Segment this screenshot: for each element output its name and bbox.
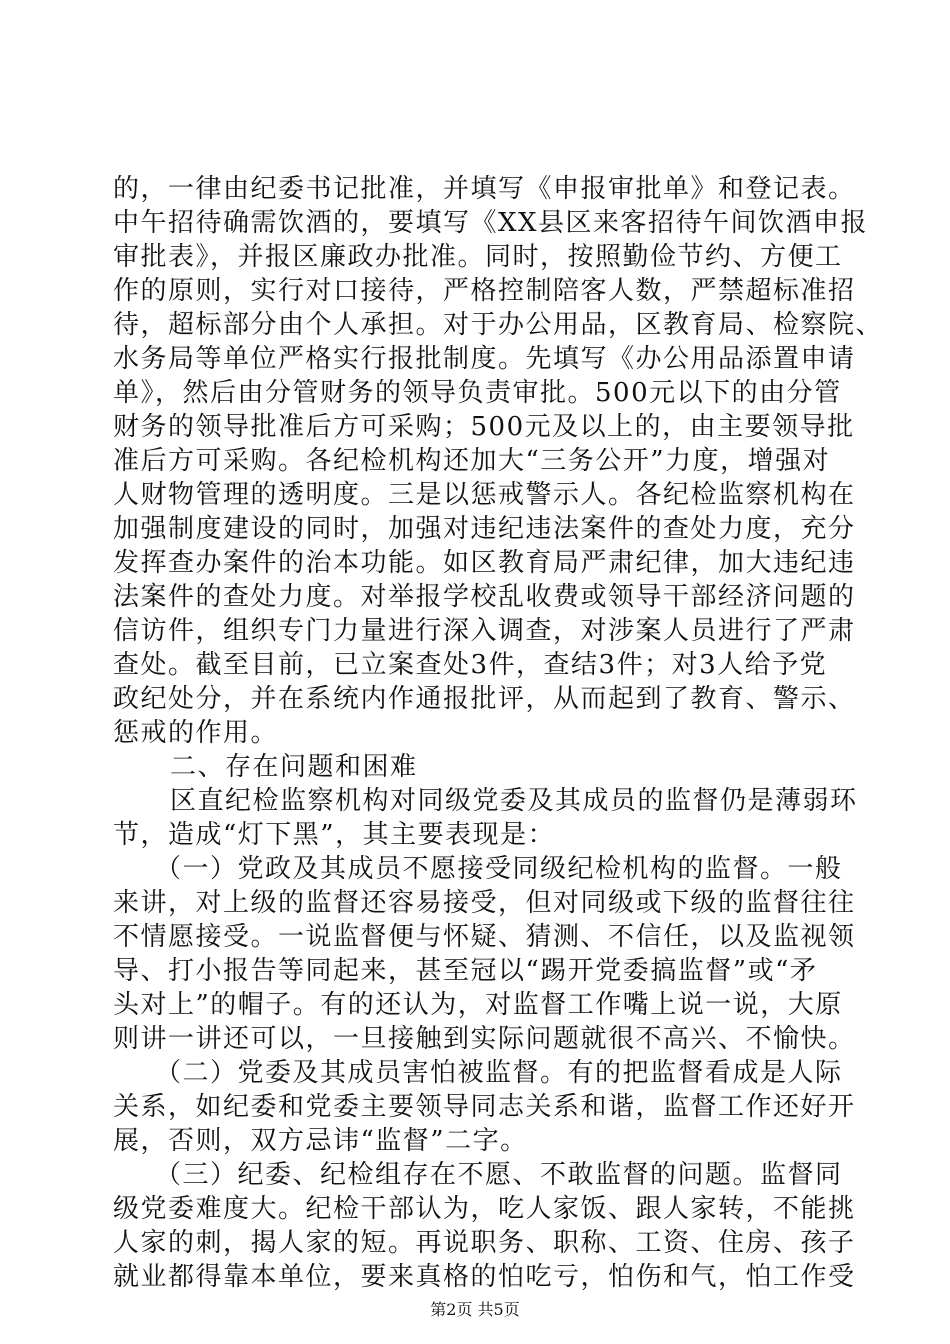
text-line: 级党委难度大。纪检干部认为，吃人家饭、跟人家转，不能挑	[113, 1194, 856, 1224]
text-line: 人财物管理的透明度。三是以惩戒警示人。各纪检监察机构在	[113, 480, 856, 510]
text-line: 节，造成“灯下黑”，其主要表现是：	[113, 820, 556, 850]
paragraph-first-line: 区直纪检监察机构对同级党委及其成员的监督仍是薄弱环	[170, 786, 858, 816]
text-line: 财务的领导批准后方可采购；500元及以上的，由主要领导批	[113, 412, 855, 442]
text-line: 查处。截至目前，已立案查处3件，查结3件；对3人给予党	[113, 650, 828, 680]
subsection-heading: （二）党委及其成员害怕被监督。有的把监督看成是人际	[155, 1058, 843, 1088]
text-line: 不情愿接受。一说监督便与怀疑、猜测、不信任，以及监视领	[113, 922, 856, 952]
text-line: 发挥查办案件的治本功能。如区教育局严肃纪律，加大违纪违	[113, 548, 856, 578]
text-line: 中午招待确需饮酒的，要填写《XX县区来客招待午间饮酒申报	[113, 208, 869, 238]
text-line: 关系，如纪委和党委主要领导同志关系和谐，监督工作还好开	[113, 1092, 856, 1122]
subsection-heading: （一）党政及其成员不愿接受同级纪检机构的监督。一般	[155, 854, 843, 884]
text-line: 展，否则，双方忌讳“监督”二字。	[113, 1126, 528, 1156]
text-line: 法案件的查处力度。对举报学校乱收费或领导干部经济问题的	[113, 582, 856, 612]
text-line: 单》，然后由分管财务的领导负责审批。500元以下的由分管	[113, 378, 842, 408]
text-line: 待，超标部分由个人承担。对于办公用品，区教育局、检察院、	[113, 310, 884, 340]
text-line: 导、打小报告等同起来，甚至冠以“踢开党委搞监督”或“矛	[113, 956, 818, 986]
page-number: 第2页 共5页	[430, 1300, 520, 1319]
text-line: 人家的刺，揭人家的短。再说职务、职称、工资、住房、孩子	[113, 1228, 856, 1258]
text-line: 的，一律由纪委书记批准，并填写《申报审批单》和登记表。	[113, 174, 856, 204]
text-line: 来讲，对上级的监督还容易接受，但对同级或下级的监督往往	[113, 888, 856, 918]
section-heading: 二、存在问题和困难	[170, 752, 418, 782]
text-line: 就业都得靠本单位，要来真格的怕吃亏，怕伤和气，怕工作受	[113, 1262, 856, 1292]
text-line: 审批表》，并报区廉政办批准。同时，按照勤俭节约、方便工	[113, 242, 843, 272]
text-line: 惩戒的作用。	[113, 718, 279, 748]
text-line: 水务局等单位严格实行报批制度。先填写《办公用品添置申请	[113, 344, 856, 374]
text-line: 信访件，组织专门力量进行深入调查，对涉案人员进行了严肃	[113, 616, 856, 646]
text-line: 加强制度建设的同时，加强对违纪违法案件的查处力度，充分	[113, 514, 856, 544]
subsection-heading: （三）纪委、纪检组存在不愿、不敢监督的问题。监督同	[155, 1160, 843, 1190]
text-line: 作的原则，实行对口接待，严格控制陪客人数，严禁超标准招	[113, 276, 856, 306]
text-line: 准后方可采购。各纪检机构还加大“三务公开”力度，增强对	[113, 446, 831, 476]
text-line: 则讲一讲还可以，一旦接触到实际问题就很不高兴、不愉快。	[113, 1024, 856, 1054]
text-line: 政纪处分，并在系统内作通报批评，从而起到了教育、警示、	[113, 684, 856, 714]
text-line: 头对上”的帽子。有的还认为，对监督工作嘴上说一说，大原	[113, 990, 843, 1020]
